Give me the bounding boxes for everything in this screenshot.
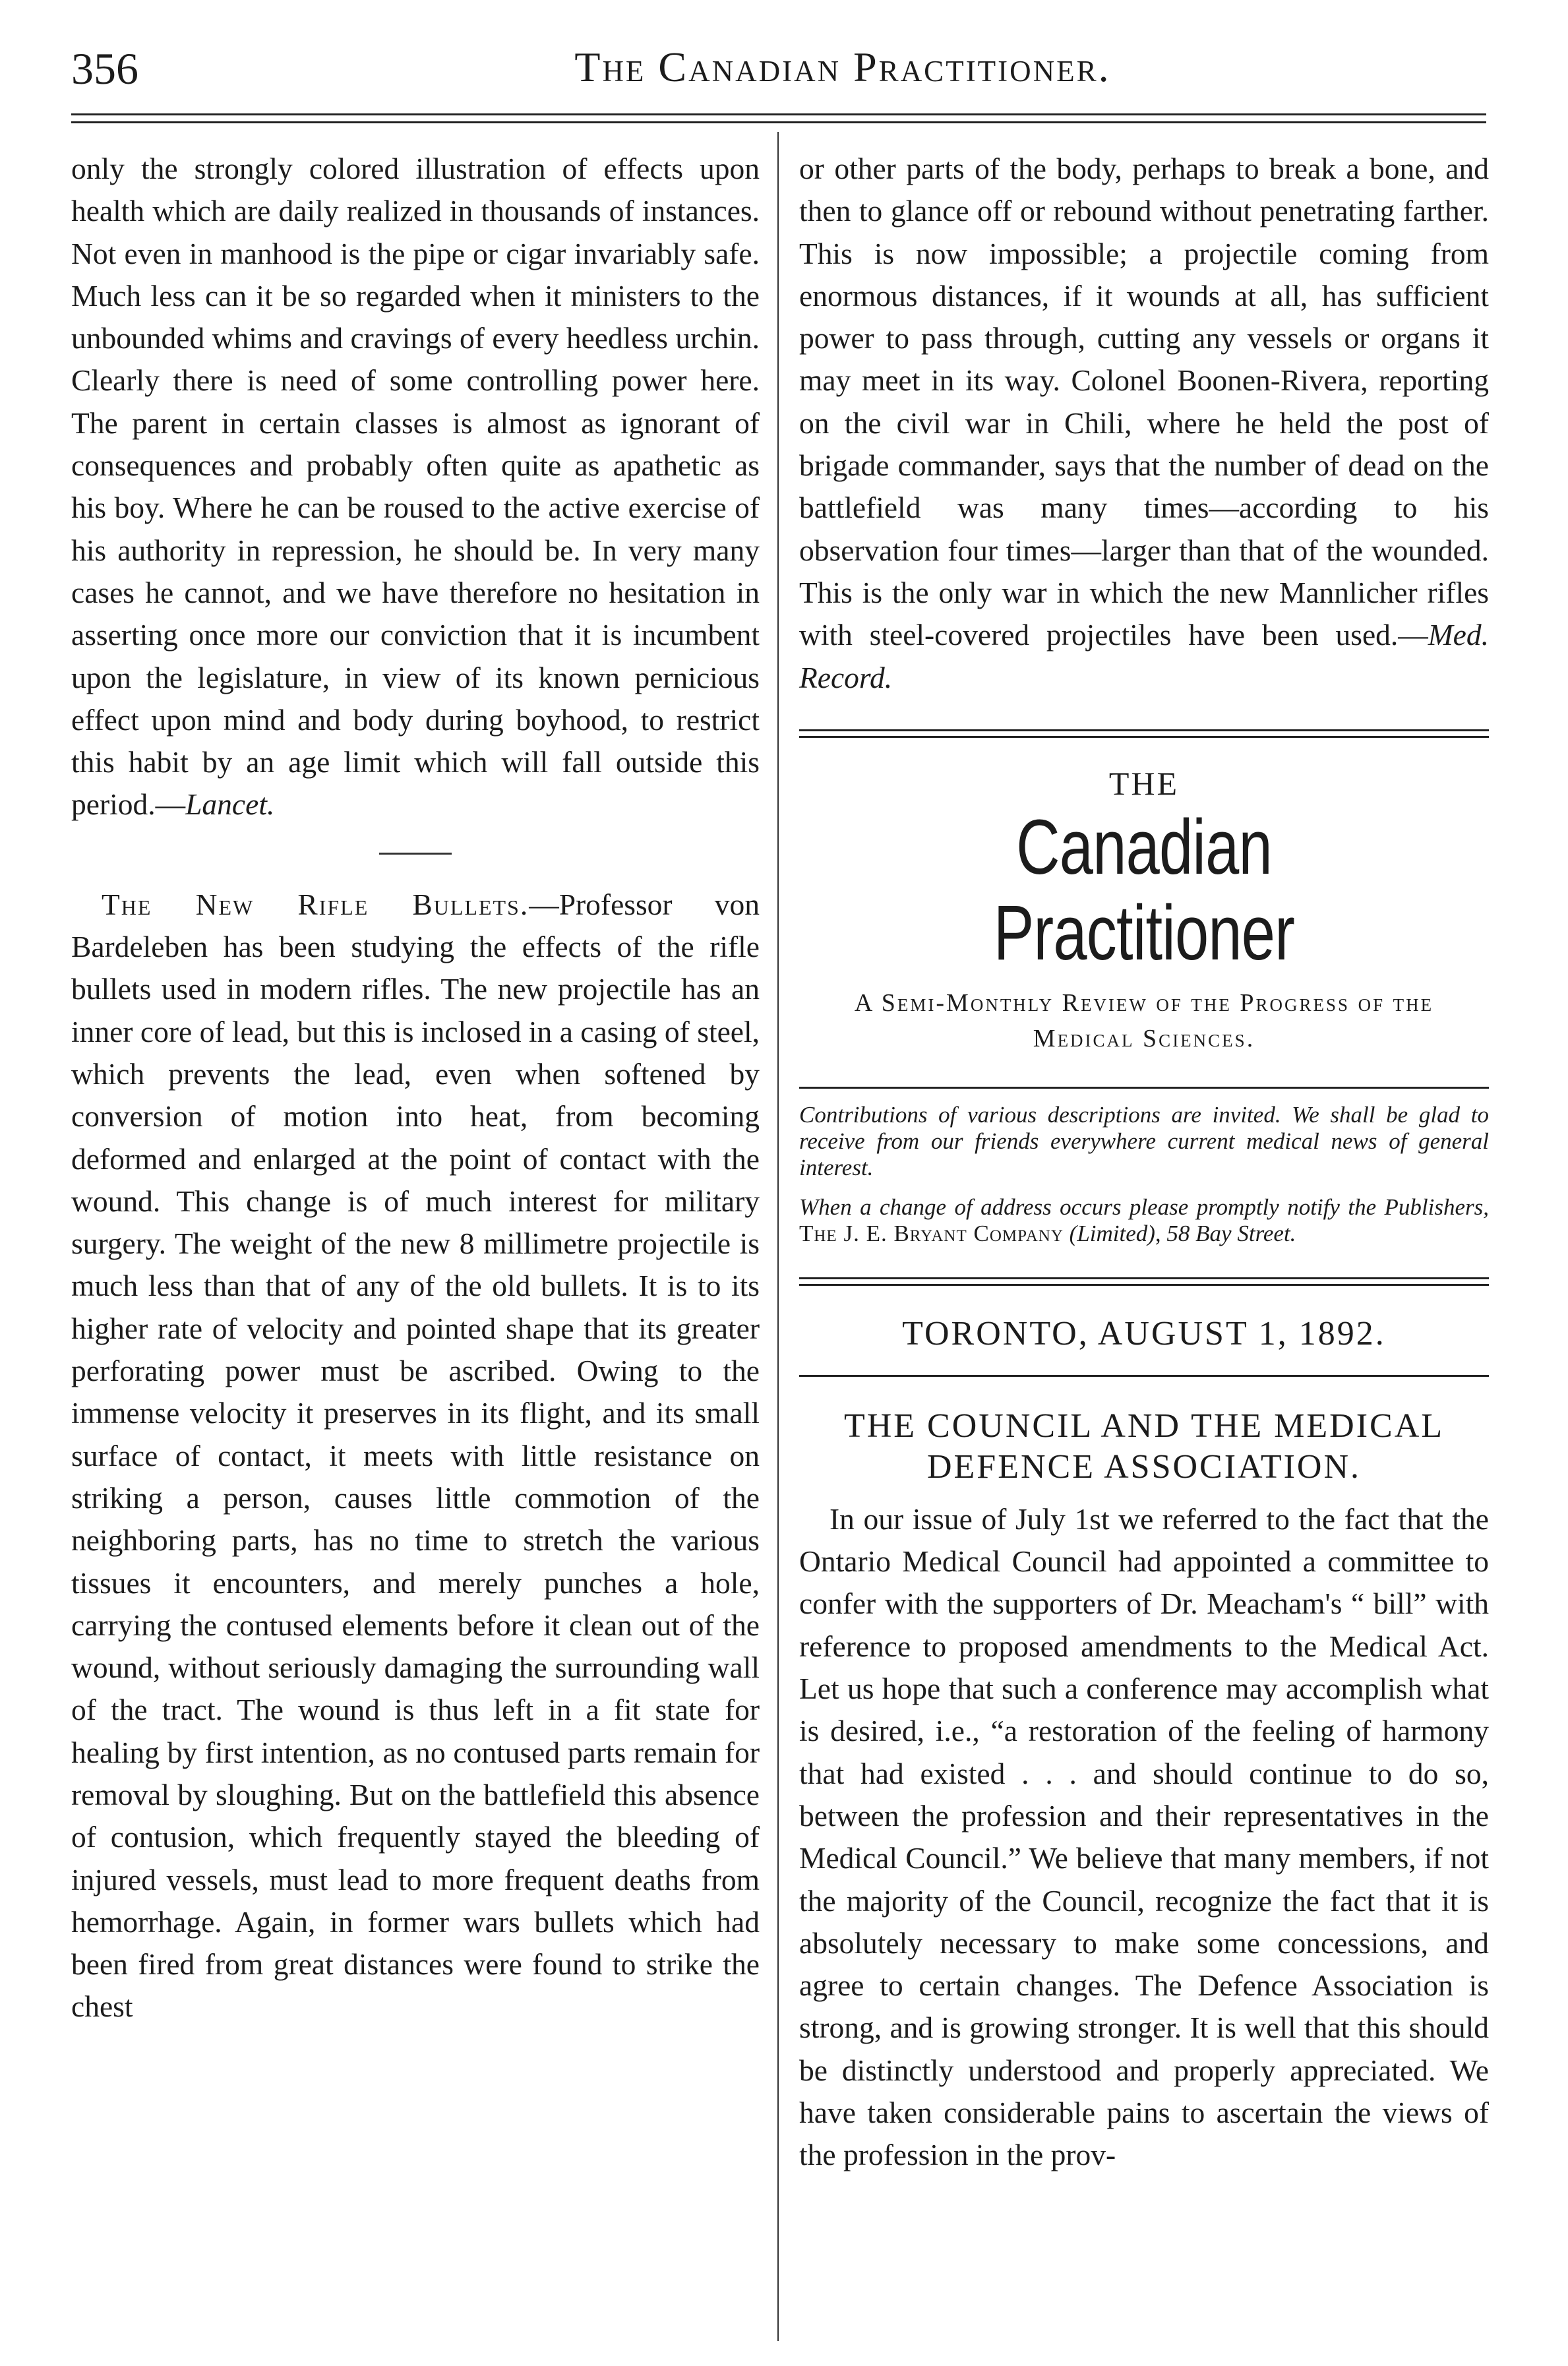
continued-rifle-source: Med. Record.: [799, 618, 1489, 694]
address-notice: [799, 1194, 1489, 1247]
dateline: TORONTO, AUGUST 1, 1892.: [902, 1314, 1386, 1352]
masthead-top-rule: [799, 729, 1489, 739]
page-number: 356: [71, 44, 138, 94]
left-column: [71, 148, 760, 2028]
editorial-article: [799, 1498, 1489, 2177]
address-notice-intro: When a change of address occurs please promptly notify the Publishers,: [799, 1194, 1489, 1220]
dateline-top-rule: [799, 1277, 1489, 1287]
masthead-the: THE: [1108, 764, 1180, 802]
publisher-name: The J. E. Bryant Company: [799, 1220, 1064, 1246]
continued-rifle-text: [799, 148, 1489, 699]
rifle-bullets-body: —Professor von Bardeleben has been studying the effects of the rifle bullets used in modern rifles. The new projectile has an inner core of lead, but this is inclosed in a casing of steel, which prevents the lead, even when softened by conversion of motion into heat, from becoming deformed and enlarged at the point of contact with the wound. This change is of much interest for military surgery. The weight of the new 8 millimetre projectile is much less than that of any of the old bullets. It is to its higher rate of velocity and pointed shape that its greater perforating power must be ascribed. Owing to the immense velocity it preserves in its flight, and its small surface of contact, it meets with little resistance on striking a person, causes little commotion of the neighboring parts, has no time to stretch the various tissues it encounters, and merely punches a hole, carrying the contused elements before it clean out of the wound, without seriously damaging the surrounding wall of the tract. The wound is thus left in a fit state for healing by first intention, as no contused parts remain for removal by sloughing. But on the battlefield this absence of contusion, which frequently stayed the bleeding of injured vessels, must lead to more frequent deaths from hemorrhage. Again, in former wars bullets which had been fired from great distances were found to strike the chest: [71, 887, 760, 2024]
rifle-bullets-article: [71, 884, 760, 2028]
masthead-subtitle: A Semi-Monthly Review of the Progress of the Medical Sciences.: [854, 988, 1434, 1052]
continued-article-body: only the strongly colored illustration of effects upon health which are daily realized in thousands of instances. Not even in manhood is the pipe or cigar invariably safe. Much less can it be so regarded when it ministers to the unbounded whims and cravings of every heedless urchin. Clearly there is need of some controlling power here. The parent in certain classes is almost as ignorant of consequences and probably often quite as apathetic as his boy. Where he can be roused to the active exercise of his authority in repression, he should be. In very many cases he cannot, and we have therefore no hesitation in asserting once more our conviction that it is incumbent upon the legislature, in view of its known pernicious effect upon mind and body during boyhood, to restrict this habit by an age limit which will fall outside this period.—: [71, 152, 760, 822]
running-head: [71, 40, 1482, 112]
journal-running-title: The Canadian Practitioner.: [574, 44, 1111, 90]
article-separator-rule: [379, 853, 452, 855]
continued-rifle-body: or other parts of the body, perhaps to break a bone, and then to glance off or rebound without penetrating farther. This is now impossible; a projectile coming from enormous distances, if it wounds at all, has sufficient power to pass through, cutting any vessels or organs it may meet in its way. Colonel Boonen-Rivera, reporting on the civil war in Chili, where he held the post of brigade commander, says that the number of dead on the battlefield was many times—according to his observation four times—larger than that of the wounded. This is the only war in which the new Mannlicher rifles with steel-covered projectiles have been used.—: [799, 152, 1489, 652]
editorial-body: In our issue of July 1st we referred to the fact that the Ontario Medical Council had appointed a committee to confer with the supporters of Dr. Meacham's “ bill” with reference to proposed amendments to the Medical Act. Let us hope that such a conference may accomplish what is desired, i.e., “a restoration of the feeling of harmony that had existed . . . and should continue to do so, between the profession and their representatives in the Medical Council.” We believe that many members, if not the majority of the Council, recognize the fact that it is absolutely necessary to make some concessions, and agree to certain changes. The Defence Association is strong, and is growing stronger. It is well that this should be distinctly understood and properly appreciated. We have taken considerable pains to ascertain the views of the profession in the prov-: [799, 1502, 1489, 2172]
header-rule-top: [71, 113, 1486, 115]
column-divider: [777, 132, 779, 2341]
right-column: [799, 148, 1489, 2177]
rifle-bullets-heading: The New Rifle Bullets.: [102, 887, 529, 921]
continued-article-source: Lancet.: [185, 787, 275, 822]
continued-article-text: [71, 148, 760, 826]
editorial-heading: THE COUNCIL AND THE MEDICAL DEFENCE ASSOCIATION.: [843, 1407, 1445, 1486]
dateline-bottom-rule: [799, 1375, 1489, 1377]
address-notice-rest: (Limited), 58 Bay Street.: [1069, 1220, 1296, 1246]
header-rule-bottom: [71, 121, 1486, 123]
masthead-title: Canadian Practitioner: [993, 803, 1295, 977]
contributions-notice: Contributions of various descriptions are invited. We shall be glad to receive from our friends everywhere current medical news of general interest.: [799, 1101, 1489, 1180]
notice-top-rule: [799, 1087, 1489, 1089]
